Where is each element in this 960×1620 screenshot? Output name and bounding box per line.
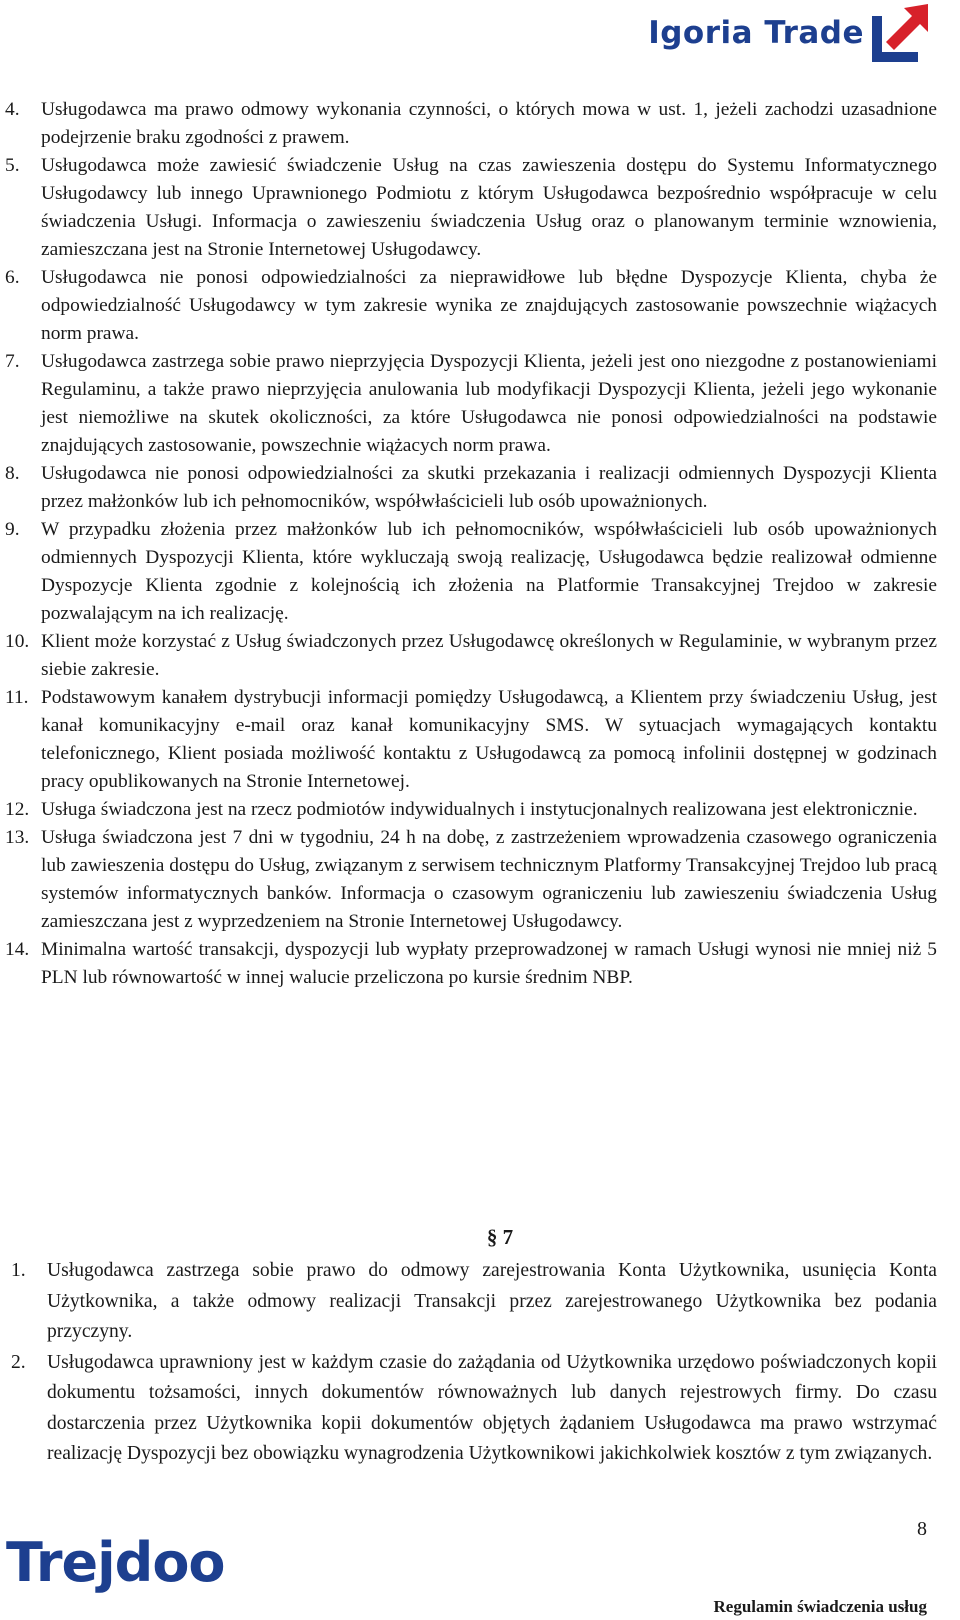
list-item-number: 6. [5, 267, 20, 288]
list-item-text: Usługodawca zastrzega sobie prawo do odmowy zarejestrowania Konta Użytkownika, usunięcia Konta Użytkownika, a także odmowy realizacji Transakcji przez zarejestrowanego Użytkownika bez podania przyczyny. [47, 1260, 937, 1342]
list-item [0, 516, 960, 628]
list-item-text: Usługodawca nie ponosi odpowiedzialności za skutki przekazania i realizacji odmiennych Dyspozycji Klienta przez małżonków lub ich pełnomocników, współwłaścicieli lub osób upoważnionych. [41, 463, 937, 512]
list-item-number: 13. [5, 827, 30, 848]
list-item-number: 12. [5, 799, 30, 820]
list-item [0, 96, 960, 152]
igoria-trade-logo [648, 4, 930, 62]
list-item [0, 1256, 960, 1348]
list-item-number: 9. [5, 519, 20, 540]
list-item-text: Usługodawca zastrzega sobie prawo nieprzyjęcia Dyspozycji Klienta, jeżeli jest ono niezgodne z postanowieniami Regulaminu, a także prawo nieprzyjęcia anulowania lub modyfikacji Dyspozycji Klienta, jeżeli jego wykonanie jest niemożliwe na skutek okoliczności, za które Usługodawca nie ponosi odpowiedzialności na podstawie znajdujących zastosowanie, powszechnie wiążacych norm prawa. [41, 351, 937, 456]
trejdoo-logo [6, 1531, 225, 1594]
section-heading: § 7 [486, 1225, 514, 1249]
list-item-number: 5. [5, 155, 20, 176]
paragraph-list-section-7 [0, 1256, 960, 1470]
list-item [0, 264, 960, 348]
list-item-text: Usługodawca ma prawo odmowy wykonania czynności, o których mowa w ust. 1, jeżeli zachodzi uzasadnione podejrzenie braku zgodności z prawem. [41, 99, 937, 148]
list-item-number: 1. [11, 1260, 26, 1281]
page-number: 8 [917, 1518, 927, 1540]
list-item [0, 348, 960, 460]
igoria-trade-logo-text: Igoria Trade [648, 14, 864, 51]
list-item-number: 14. [5, 939, 30, 960]
paragraph-list-section-6 [0, 96, 960, 992]
list-item-text: Usługa świadczona jest 7 dni w tygodniu, 24 h na dobę, z zastrzeżeniem wprowadzenia czasowego ograniczenia lub zawieszenia dostępu do Usług, związanym z serwisem technicznym Platformy Transakcyjnej Trejdoo lub pracą systemów informatycznych banków. Informacja o czasowym ograniczeniu lub zawieszeniu świadczenia Usług zamieszczana jest z wyprzedzeniem na Stronie Internetowej Usługodawcy. [41, 827, 937, 932]
trejdoo-logo-text: Trejdoo [6, 1531, 225, 1594]
list-item-text: Usługodawca uprawniony jest w każdym czasie do zażądania od Użytkownika urzędowo poświadczonych kopii dokumentu tożsamości, innych dokumentów równoważnych lub danych rejestrowych firmy. Do czasu dostarczenia przez Użytkownika kopii dokumentów objętych żądaniem Usługodawca ma prawo wstrzymać realizację Dyspozycji bez obowiązku wynagrodzenia Użytkownikowi jakichkolwiek kosztów z tym związanych. [47, 1351, 937, 1464]
list-item [0, 824, 960, 936]
list-item-text: Usługa świadczona jest na rzecz podmiotów indywidualnych i instytucjonalnych realizowana jest elektronicznie. [41, 799, 918, 820]
list-item [0, 628, 960, 684]
list-item [0, 1348, 960, 1470]
list-item [0, 684, 960, 796]
list-item-text: Minimalna wartość transakcji, dyspozycji lub wypłaty przeprowadzonej w ramach Usługi wynosi nie mniej niż 5 PLN lub równowartość w innej walucie przeliczona po kursie średnim NBP. [41, 939, 937, 988]
list-item-number: 4. [5, 99, 20, 120]
list-item-text: Klient może korzystać z Usług świadczonych przez Usługodawcę określonych w Regulaminie, w wybranym przez siebie zakresie. [41, 631, 937, 680]
list-item-number: 11. [5, 687, 29, 708]
list-item-text: W przypadku złożenia przez małżonków lub ich pełnomocników, współwłaścicieli lub osób upoważnionych odmiennych Dyspozycji Klienta, które wykluczają swoją realizację, Usługodawca będzie realizował odmienne Dyspozycje Klienta zgodnie z kolejnością ich złożenia na Platformie Transakcyjnej Trejdoo w zakresie pozwalającym na ich realizację. [41, 519, 937, 624]
document-title: Regulamin świadczenia usług [713, 1597, 927, 1616]
list-item [0, 936, 960, 992]
list-item-number: 8. [5, 463, 20, 484]
list-item-number: 10. [5, 631, 30, 652]
list-item [0, 152, 960, 264]
list-item [0, 460, 960, 516]
list-item-text: Usługodawca nie ponosi odpowiedzialności za nieprawidłowe lub błędne Dyspozycje Klienta, chyba że odpowiedzialność Usługodawcy w tym zakresie wynika ze znajdujących zastosowanie powszechnie wiążacych norm prawa. [41, 267, 937, 344]
list-item-number: 2. [11, 1351, 26, 1373]
list-item-text: Usługodawca może zawiesić świadczenie Usług na czas zawieszenia dostępu do Systemu Informatycznego Usługodawcy lub innego Uprawnionego Podmiotu z którym Usługodawca bezpośrednio współpracuje w celu świadczenia Usługi. Informacja o zawieszeniu świadczenia Usług oraz o planowanym terminie wznowienia, zamieszczana jest na Stronie Internetowej Usługodawcy. [41, 155, 937, 260]
igoria-arrow-logo-icon [868, 4, 930, 62]
list-item [0, 796, 960, 824]
list-item-number: 7. [5, 351, 20, 372]
list-item-text: Podstawowym kanałem dystrybucji informacji pomiędzy Usługodawcą, a Klientem przy świadczeniu Usług, jest kanał komunikacyjny e-mail oraz kanał komunikacyjny SMS. W sytuacjach wymagających kontaktu telefonicznego, Klient posiada możliwość kontaktu z Usługodawcą za pomocą infolinii dostępnej w godzinach pracy opublikowanych na Stronie Internetowej. [41, 687, 937, 792]
